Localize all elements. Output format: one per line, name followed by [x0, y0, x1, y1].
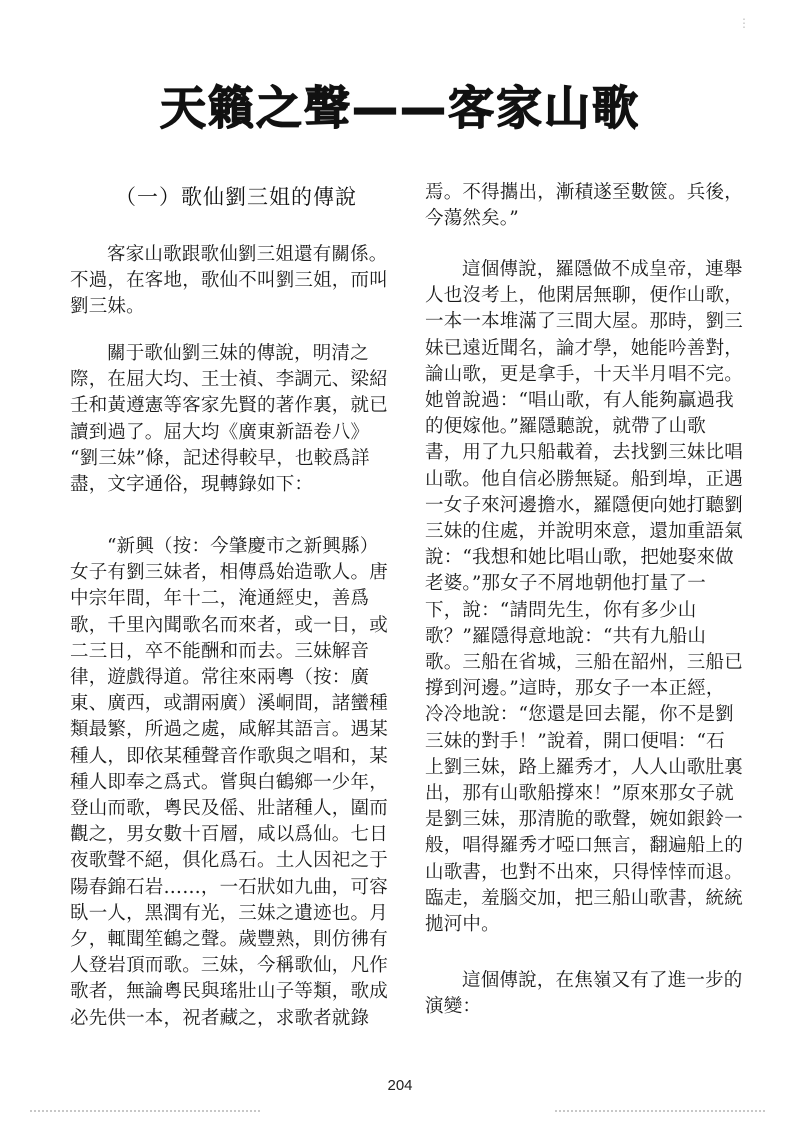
footer-divider-left — [30, 1110, 260, 1114]
text-line: 中宗年間，年十二，淹通經史，善爲 — [70, 588, 370, 610]
text-line: 夕，輒聞笙鶴之聲。歲豐熟，則仿彿有 — [70, 929, 388, 951]
text-line: 焉。不得攜出，漸積遂至數篋。兵後， — [425, 182, 743, 203]
text-line: 山歌書，也對不出來，只得悻悻而退。 — [425, 861, 743, 883]
text-line: 三妹的住處，并說明來意，還加重語氣 — [425, 521, 743, 543]
text-line: 歌者，無論粵民與瑤壯山子等類，歌成 — [70, 981, 388, 1003]
text-line: 三妹的對手！”說着，開口便唱：“石 — [425, 730, 725, 752]
text-line: 觀之，男女數十百層，咸以爲仙。七日 — [70, 824, 388, 846]
text-line: 歌。三船在省城，三船在韶州，三船已 — [425, 652, 743, 674]
text-line: 歌？”羅隱得意地說：“共有九船山 — [425, 625, 707, 647]
text-line: 臥一人，黑潤有光，三妹之遺迹也。月 — [70, 902, 388, 924]
text-line: 律，遊戲得道。常往來兩粵（按：廣 — [70, 667, 370, 689]
page-title: 天籟之聲——客家山歌 — [160, 81, 640, 135]
text-line: 陽春錦石岩……，一石狀如九曲，可容 — [70, 876, 388, 898]
text-line: 這個傳說，羅隱做不成皇帝，連舉 — [462, 259, 743, 280]
text-line: 她曾說過：“唱山歌，有人能夠贏過我 — [425, 390, 734, 412]
text-line: 今蕩然矣。” — [425, 208, 519, 230]
text-line: 際，在屈大均、王士禎、李調元、梁紹 — [70, 369, 388, 391]
text-line: 壬和黃遵憲等客家先賢的著作裏，就已 — [70, 395, 388, 417]
text-line: 登山而歌，粵民及傜、壯諸種人，圍而 — [70, 798, 388, 820]
text-line: 人也沒考上，他閑居無聊，便作山歌， — [425, 285, 743, 307]
section-heading: （一）歌仙劉三姐的傳說 — [115, 185, 357, 209]
text-line: 讀到過了。屈大均《廣東新語卷八》 — [70, 421, 370, 443]
text-line: “劉三妹”條，記述得較早，也較爲詳 — [70, 447, 370, 469]
text-line: 臨走，羞腦交加，把三船山歌書，統統 — [425, 887, 743, 909]
text-line: 關于歌仙劉三妹的傳說，明清之 — [107, 343, 369, 364]
text-line: 說：“我想和她比唱山歌，把她娶來做 — [425, 547, 734, 569]
text-line: 盡，文字通俗，現轉錄如下： — [70, 474, 314, 496]
text-line: 夜歌聲不絕，俱化爲石。土人因祀之于 — [70, 850, 388, 872]
text-line: 種人即奉之爲式。嘗與白鶴鄉一少年， — [70, 771, 388, 793]
text-line: 撐到河邊。”這時，那女子一本正經， — [425, 678, 725, 700]
left-paragraph-3 — [70, 534, 400, 1032]
text-line: 論山歌，更是拿手，十天半月唱不完。 — [425, 363, 743, 385]
text-line: 老婆。”那女子不屑地朝他打量了一 — [425, 573, 706, 595]
text-line: 一女子來河邊擔水，羅隱便向她打聽劉 — [425, 494, 743, 516]
text-line: 山歌。他自信必勝無疑。船到埠，正遇 — [425, 468, 743, 490]
footer-divider-right — [555, 1110, 765, 1114]
scan-mark: ⋮ — [738, 16, 750, 30]
text-line: 這個傳說，在焦嶺又有了進一步的 — [462, 970, 743, 991]
text-line: “新興（按：今肇慶市之新興縣） — [107, 536, 379, 557]
page-number: 204 — [387, 1077, 413, 1094]
text-line: 上劉三妹，路上羅秀才，人人山歌肚裏 — [425, 756, 743, 778]
right-paragraph-1 — [425, 180, 761, 232]
text-line: 不過，在客地，歌仙不叫劉三姐，而叫 — [70, 270, 388, 292]
text-line: 東、廣西，或謂兩廣）溪峒間，諸蠻種 — [70, 693, 388, 715]
text-line: 一本一本堆滿了三間大屋。那時，劉三 — [425, 311, 743, 333]
text-line: 種人，即依某種聲音作歌與之唱和，某 — [70, 745, 388, 767]
text-line: 必先供一本，祝者藏之，求歌者就錄 — [70, 1007, 370, 1029]
right-paragraph-2 — [425, 257, 761, 938]
text-line: 冷冷地說：“您還是回去罷，你不是劉 — [425, 704, 734, 726]
text-line: 女子有劉三妹者，相傳爲始造歌人。唐 — [70, 562, 388, 584]
text-line: 類最繁，所過之處，咸解其語言。遇某 — [70, 719, 388, 741]
text-line: 書，用了九只船載着，去找劉三妹比唱 — [425, 442, 743, 464]
text-line: 二三日，卒不能酬和而去。三妹解音 — [70, 640, 370, 662]
left-paragraph-2 — [70, 341, 400, 498]
text-line: 劉三妹。 — [70, 296, 145, 318]
text-line: 是劉三妹，那清脆的歌聲，婉如銀鈴一 — [425, 809, 743, 831]
text-line: 的便嫁他。”羅隱聽說，就帶了山歌 — [425, 416, 706, 438]
text-line: 歌，千里內聞歌名而來者，或一日，或 — [70, 614, 388, 636]
right-paragraph-3 — [425, 968, 761, 1020]
text-line: 般，唱得羅秀才啞口無言，翻遍船上的 — [425, 835, 743, 857]
left-paragraph-1 — [70, 242, 400, 321]
text-line: 拋河中。 — [425, 914, 500, 936]
text-line: 客家山歌跟歌仙劉三姐還有關係。 — [107, 244, 388, 265]
text-line: 下，說：“請問先生，你有多少山 — [425, 599, 697, 621]
text-line: 出，那有山歌船撐來！”原來那女子就 — [425, 783, 734, 805]
text-line: 演變： — [425, 996, 482, 1018]
text-line: 妹已遠近聞名，論才學，她能吟善對， — [425, 337, 743, 359]
text-line: 人登岩頂而歌。三妹，今稱歌仙，凡作 — [70, 955, 388, 977]
